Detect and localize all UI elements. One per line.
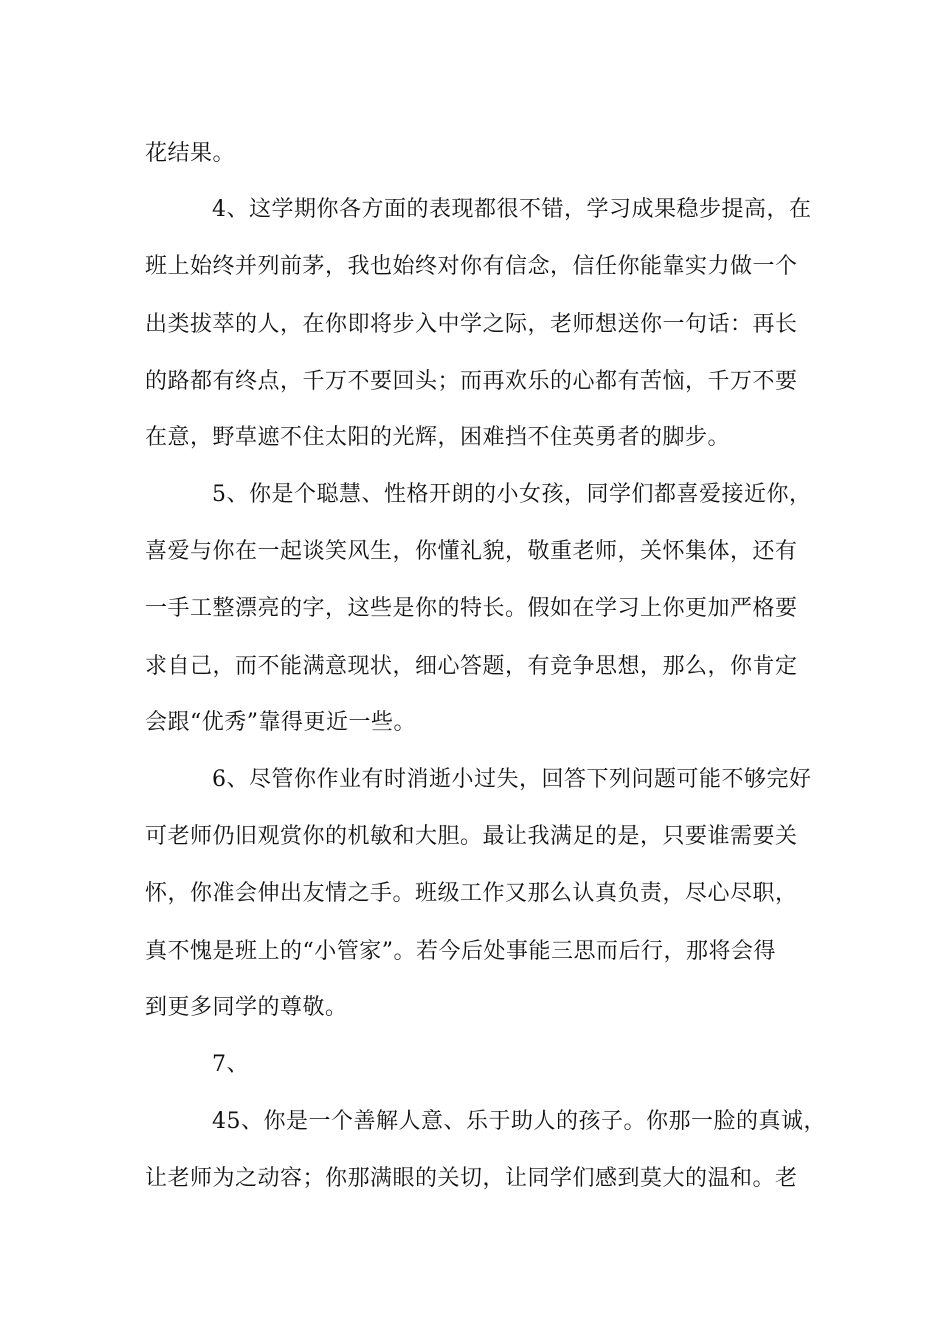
text-line: 45、你是一个善解人意、乐于助人的孩子。你那一脸的真诚，	[212, 1109, 826, 1134]
text-line: 在意，野草遮不住太阳的光辉，困难挡不住英勇者的脚步。	[145, 425, 731, 450]
text-line: 4、这学期你各方面的表现都很不错，学习成果稳步提高，在	[212, 197, 812, 222]
text-line: 怀，你准会伸出友情之手。班级工作又那么认真负责，尽心尽职，	[145, 881, 798, 906]
text-line: 会跟“优秀”靠得更近一些。	[145, 710, 416, 735]
text-line: 的路都有终点，千万不要回头；而再欢乐的心都有苦恼，千万不要	[145, 369, 798, 394]
text-line: 真不愧是班上的“小管家”。若今后处事能三思而后行，那将会得	[145, 939, 776, 964]
text-line: 喜爱与你在一起谈笑风生，你懂礼貌，敬重老师，关怀集体，还有	[145, 539, 798, 564]
text-line: 6、尽管你作业有时消逝小过失，回答下列问题可能不够完好	[212, 767, 812, 792]
text-line: 一手工整漂亮的字，这些是你的特长。假如在学习上你更加严格要	[145, 596, 798, 621]
text-line: 让老师为之动容；你那满眼的关切，让同学们感到莫大的温和。老	[145, 1166, 798, 1191]
text-line: 花结果。	[145, 141, 236, 166]
text-line: 求自己，而不能满意现状，细心答题，有竞争思想，那么，你肯定	[145, 654, 798, 679]
text-line: 7、	[212, 1052, 249, 1077]
text-line: 可老师仍旧观赏你的机敏和大胆。最让我满足的是，只要谁需要关	[145, 824, 798, 849]
text-line: 出类拔萃的人，在你即将步入中学之际，老师想送你一句话：再长	[145, 312, 798, 337]
text-line: 到更多同学的尊敬。	[145, 995, 348, 1020]
text-line: 班上始终并列前茅，我也始终对你有信念，信任你能靠实力做一个	[145, 254, 798, 279]
text-line: 5、你是个聪慧、性格开朗的小女孩，同学们都喜爱接近你，	[212, 482, 812, 507]
